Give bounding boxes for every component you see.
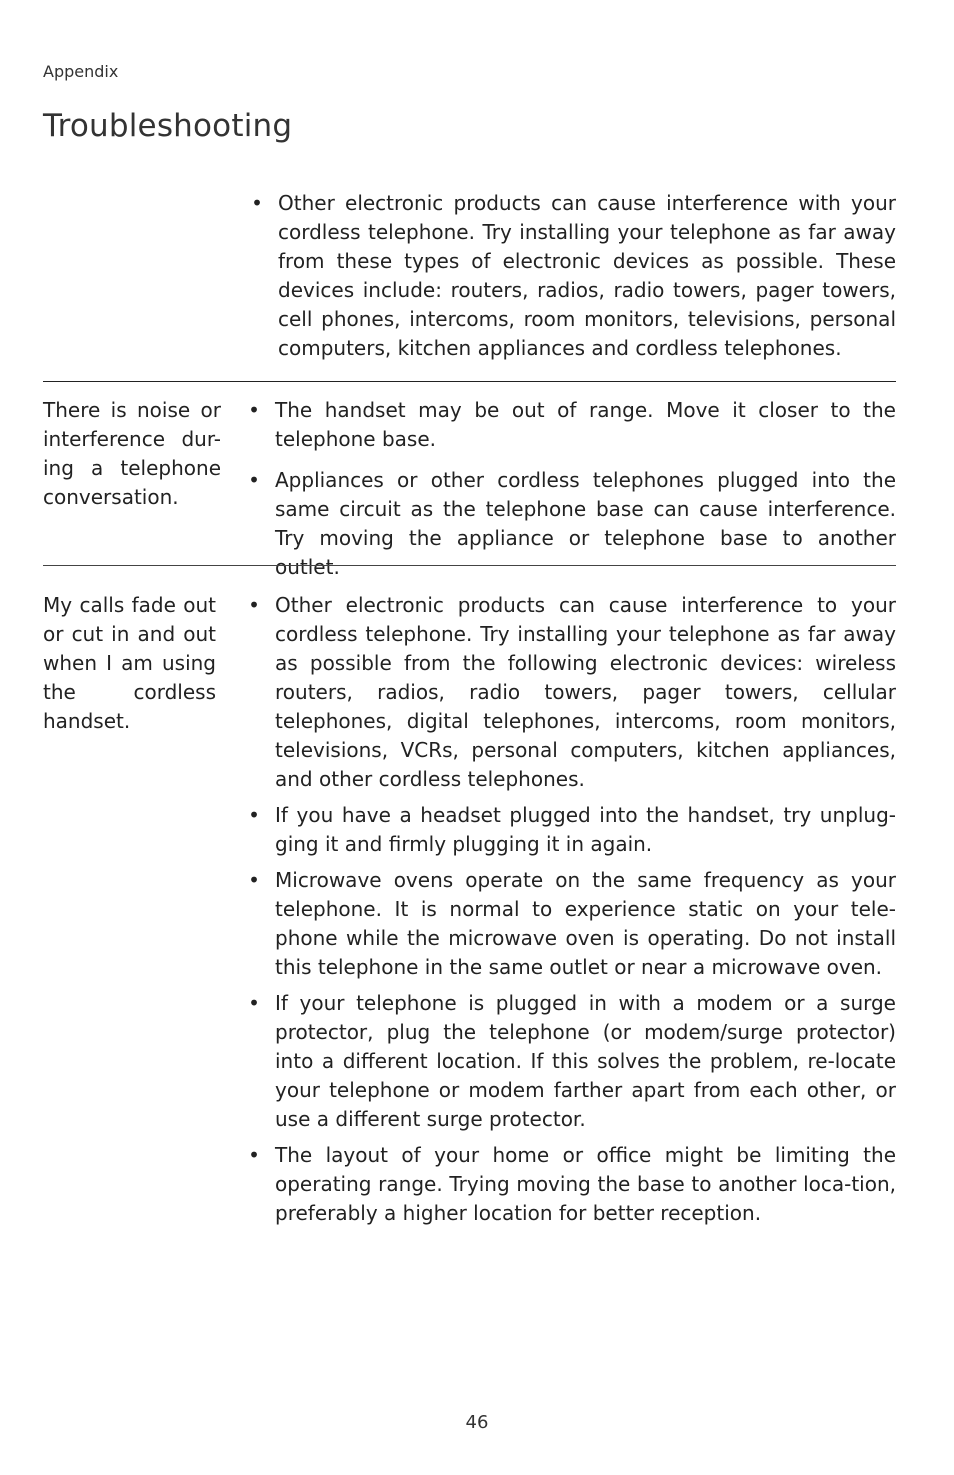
solution-item [251, 189, 896, 363]
solution-item [248, 1141, 896, 1228]
bullet-icon: • [248, 593, 260, 617]
problem-description: My calls fade out or cut in and out when I am using the cordless handset. [43, 593, 216, 733]
solution-list [251, 189, 896, 370]
solution-list [248, 396, 896, 589]
solution-text: Other electronic products can cause interference with your cordless telephone. Try installing your telephone as far away from these types of electronic devices as possible. These devices include: routers, radios, radio towers, pager towers, cell phones, intercoms, room monitors, televisions, personal computers, kitchen appliances and cordless telephones. [278, 191, 896, 360]
troubleshooting-row-2 [43, 396, 896, 579]
solution-text: The layout of your home or office might be limiting the operating range. Trying moving the base to another loca-tion, preferably a higher location for better reception. [275, 1143, 896, 1225]
bullet-icon: • [248, 991, 260, 1015]
bullet-icon: • [248, 803, 260, 827]
solution-text: If you have a headset plugged into the handset, try unplug-ging it and firmly plugging it in again. [275, 803, 896, 856]
row-divider [43, 381, 896, 382]
troubleshooting-row-1 [43, 189, 896, 369]
solution-item [248, 591, 896, 794]
solution-item [248, 989, 896, 1134]
solution-item [248, 866, 896, 982]
row-divider [43, 565, 896, 566]
solution-text: The handset may be out of range. Move it closer to the telephone base. [275, 398, 896, 451]
section-label: Appendix [43, 62, 119, 81]
bullet-icon: • [248, 1143, 260, 1167]
problem-description: There is noise or interference dur-ing a telephone conversation. [43, 398, 221, 509]
solution-list [248, 591, 896, 1235]
page-number: 46 [465, 1412, 489, 1433]
solution-text: Appliances or other cordless telephones plugged into the same circuit as the telephone base can cause interference. Try moving the appliance or telephone base to another outlet. [275, 468, 896, 579]
bullet-icon: • [248, 868, 260, 892]
solution-item [248, 396, 896, 454]
solution-text: If your telephone is plugged in with a modem or a surge protector, plug the telephone (or modem/surge protector) into a different location. If this solves the problem, re-locate your telephone or modem farther apart from each other, or use a different surge protector. [275, 991, 896, 1131]
solution-text: Other electronic products can cause interference to your cordless telephone. Try installing your telephone as far away as possible from the following electronic devices: wireless routers, radios, radio towers, pager towers, cellular telephones, digital telephones, intercoms, room monitors, televisions, VCRs, personal computers, kitchen appliances, and other cordless telephones. [275, 593, 896, 791]
solution-text: Microwave ovens operate on the same frequency as your telephone. It is normal to experience static on your tele-phone while the microwave oven is operating. Do not install this telephone in the same outlet or near a microwave oven. [275, 868, 896, 979]
bullet-icon: • [248, 398, 260, 422]
page-title: Troubleshooting [43, 108, 293, 144]
bullet-icon: • [251, 191, 263, 215]
troubleshooting-row-3 [43, 591, 896, 1271]
solution-item [248, 801, 896, 859]
bullet-icon: • [248, 468, 260, 492]
